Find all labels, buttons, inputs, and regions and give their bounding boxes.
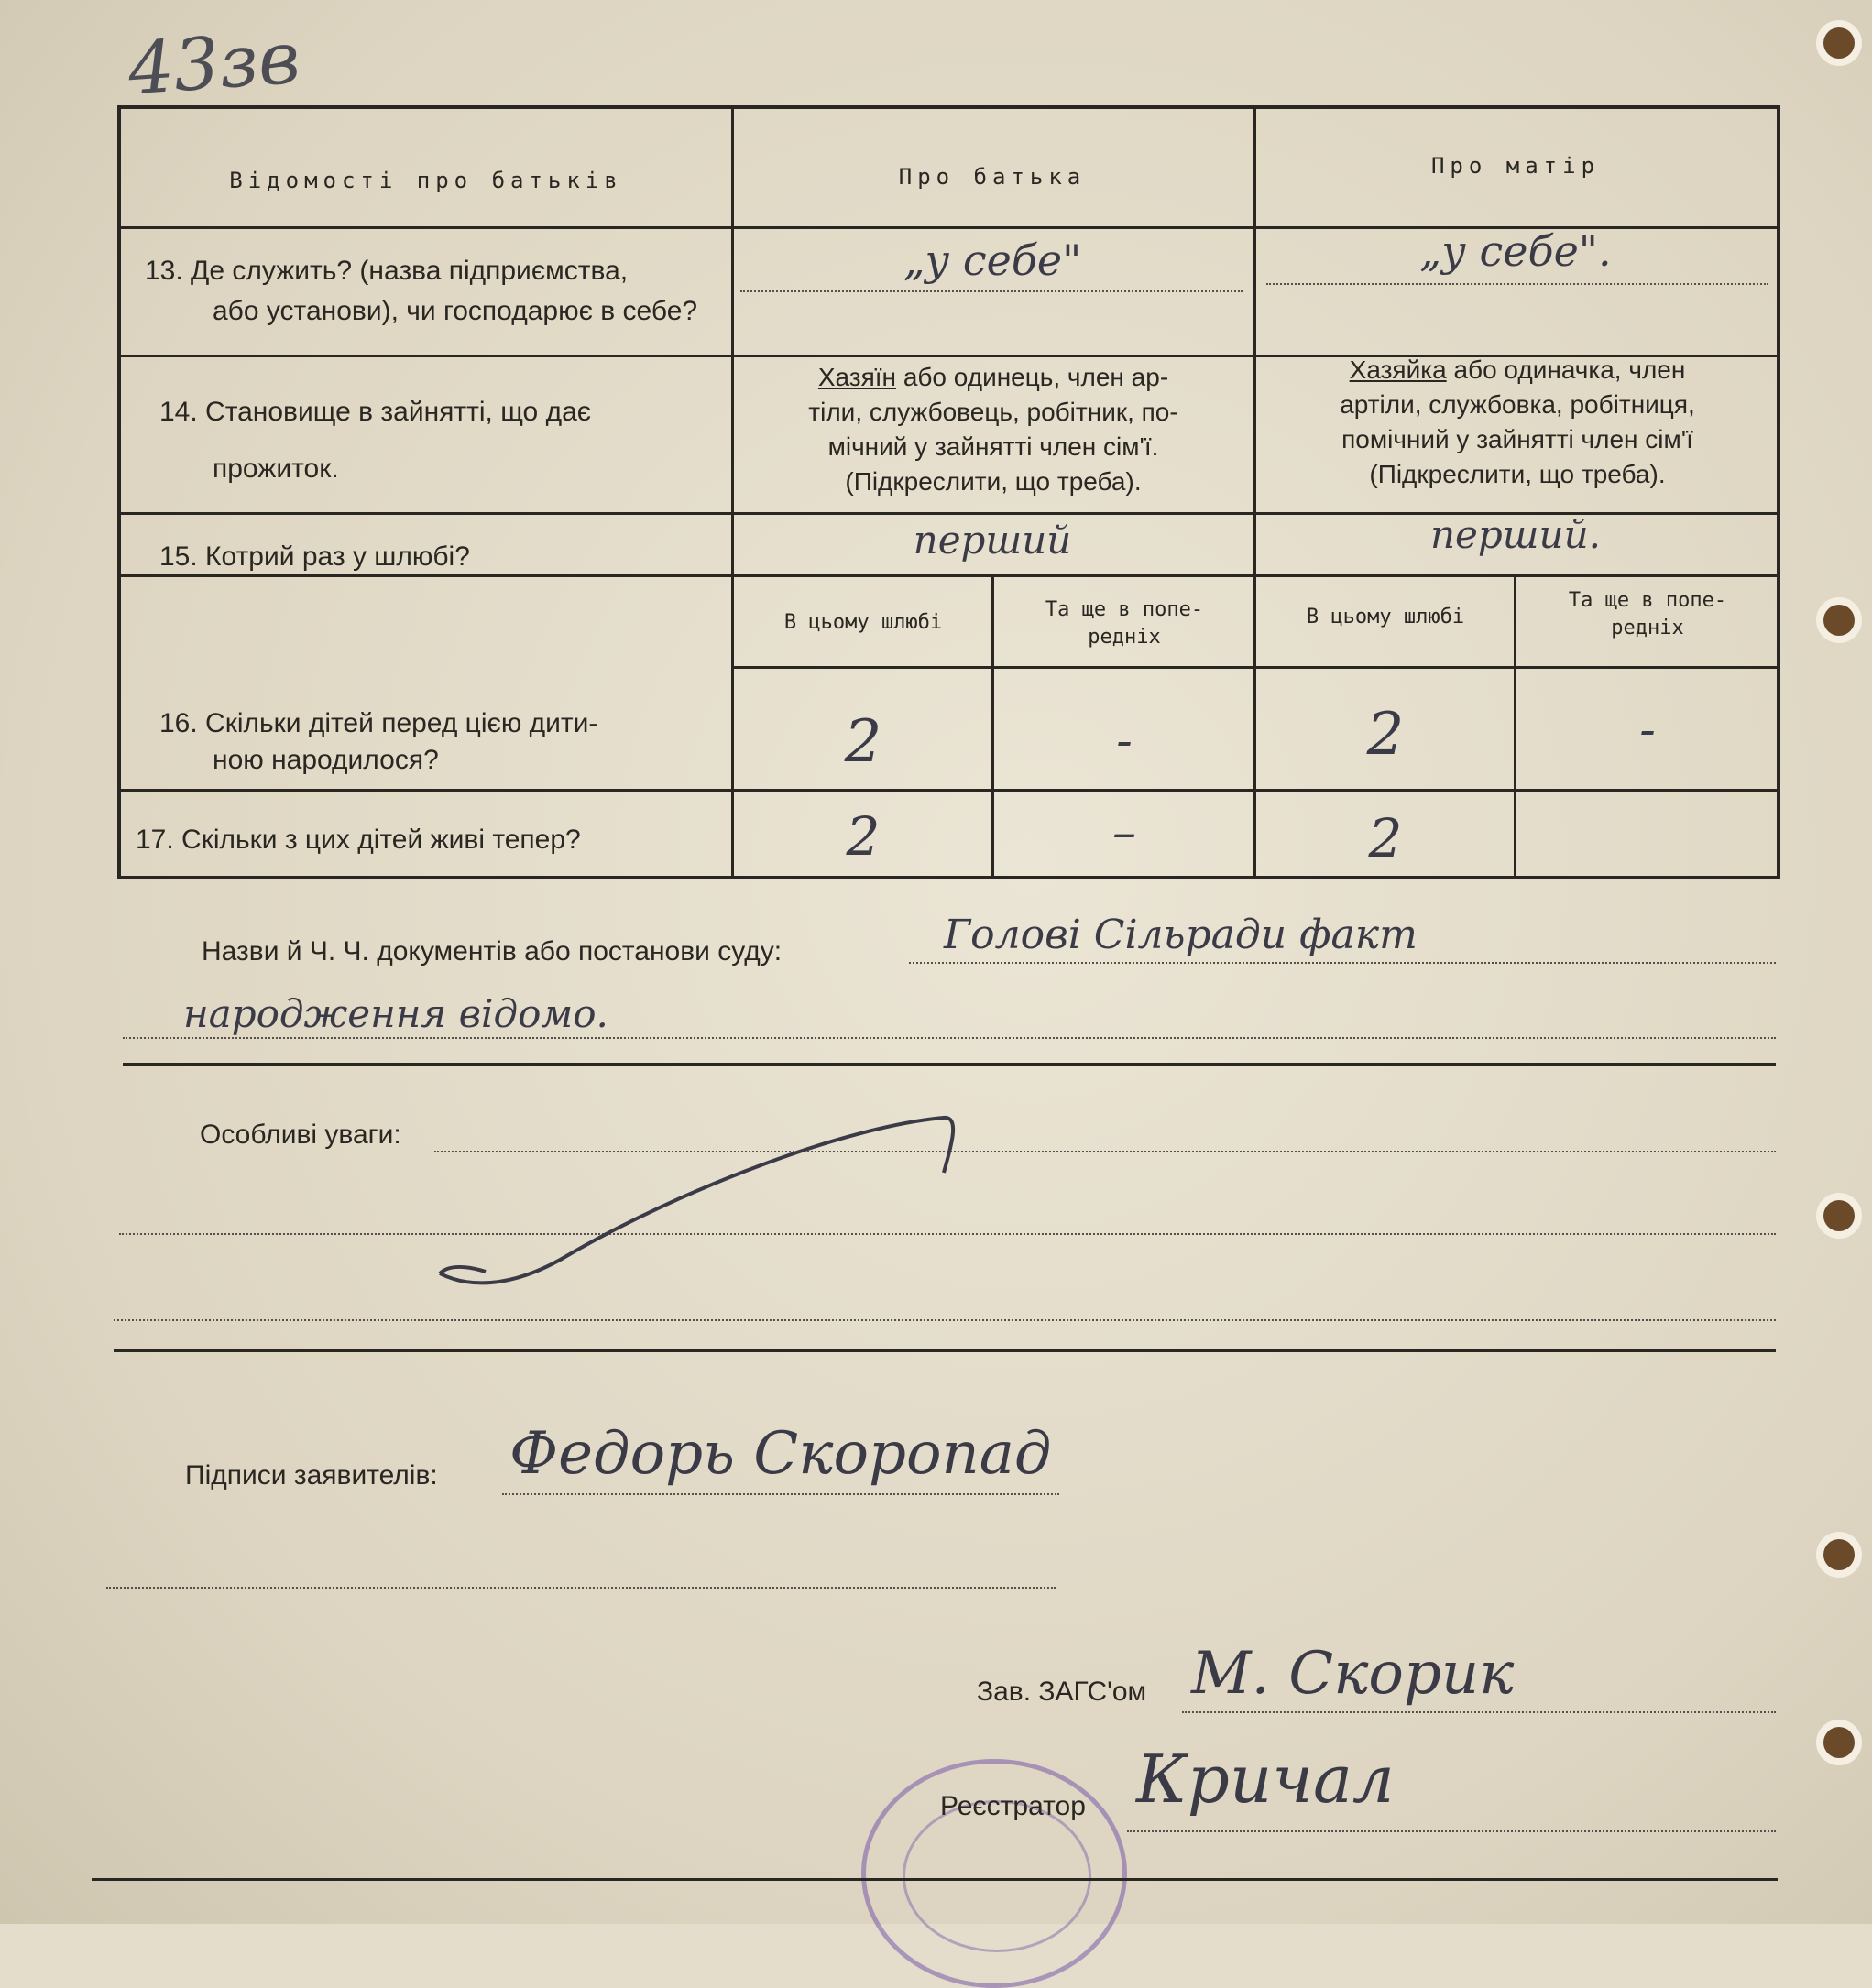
divider-subheader (731, 666, 1778, 669)
row16-label-2: ною народилося? (213, 745, 439, 775)
remarks-line-3 (114, 1319, 1776, 1321)
binding-hole (1823, 605, 1855, 636)
row14-mother-selected: Хазяйка (1349, 355, 1447, 384)
row13-mother-line (1266, 283, 1768, 285)
applicants-line-2 (106, 1587, 1056, 1589)
remarks-label: Особливі уваги: (200, 1120, 401, 1150)
row15-mother-value: перший. (1429, 512, 1602, 557)
remarks-separator (114, 1349, 1776, 1352)
header-parents-info: Відомості про батьків (229, 168, 623, 193)
row15-father-value: перший (913, 518, 1072, 563)
binding-hole (1823, 1200, 1855, 1231)
row13-father-line (740, 290, 1243, 292)
binding-hole (1823, 1539, 1855, 1570)
row16-father-prev: - (1116, 714, 1133, 769)
row14-label-1: 14. Становище в зайнятті, що дає (159, 397, 592, 427)
registrar-line (1127, 1830, 1776, 1832)
row16-mother-this: 2 (1366, 701, 1405, 769)
divider-row16 (121, 789, 1778, 792)
row16-father-sub-this: В цьому шлюбі (783, 611, 943, 634)
documents-label: Назви й Ч. Ч. документів або постанови суду: (202, 936, 783, 967)
row14-father-text-3: мічний у зайнятті член сім'ї. (827, 432, 1159, 461)
divider-mother-sub (1514, 576, 1516, 877)
divider-col2 (1253, 109, 1256, 877)
row16-mother-sub-this: В цьому шлюбі (1306, 606, 1465, 628)
documents-value-2: народження відомо. (183, 991, 608, 1036)
parents-info-table (117, 105, 1780, 879)
documents-line-1 (909, 962, 1776, 964)
row14-father-options (740, 360, 1246, 499)
registrar-label: Реєстратор (940, 1791, 1086, 1821)
row16-mother-sub-prev (1517, 587, 1778, 642)
row16-father-sub-prev (995, 596, 1253, 651)
row14-mother-text-4: (Підкреслити, що треба). (1369, 460, 1666, 488)
row14-father-text-2: тіли, службовець, робітник, по- (808, 398, 1178, 426)
row16-father-sub-prev-1: Та ще в попе- (1045, 598, 1204, 621)
row13-father-value: „у себе" (903, 235, 1082, 285)
row13-mother-value: „у себе". (1419, 226, 1612, 276)
row14-label-2: прожиток. (213, 453, 339, 484)
row14-mother-text-1: або одиначка, член (1453, 355, 1686, 384)
row14-father-text-1: або одинець, член ар- (903, 363, 1169, 391)
documents-line-2 (123, 1037, 1776, 1039)
row16-label-1: 16. Скільки дітей перед цією дити- (159, 708, 598, 738)
row17-mother-this: 2 (1368, 807, 1403, 869)
registrar-signature: Кричал (1136, 1741, 1395, 1818)
applicants-line-1 (502, 1493, 1059, 1495)
head-signature: М. Скорик (1191, 1640, 1515, 1708)
row13-label-1: 13. Де служить? (назва підприємства, (145, 256, 629, 286)
row16-mother-prev: - (1639, 703, 1656, 758)
head-label: Зав. ЗАГС'ом (977, 1677, 1147, 1707)
documents-separator (123, 1063, 1776, 1066)
bottom-rule (92, 1878, 1778, 1881)
row16-father-this: 2 (844, 708, 882, 776)
row17-father-prev: – (1112, 805, 1136, 860)
row14-mother-options (1263, 353, 1772, 492)
row16-mother-sub-prev-1: Та ще в попе- (1568, 589, 1727, 612)
head-line (1182, 1711, 1776, 1713)
header-mother: Про матір (1430, 153, 1601, 179)
remarks-strike-mark (421, 1109, 971, 1301)
documents-value-1: Голові Сільради факт (944, 912, 1418, 958)
row14-mother-text-3: помічний у зайнятті член сім'ї (1341, 425, 1693, 453)
applicants-label: Підписи заявителів: (185, 1460, 438, 1491)
header-father: Про батька (898, 164, 1087, 190)
row16-mother-sub-prev-2: редніх (1611, 617, 1684, 639)
row14-father-selected: Хазяїн (817, 363, 897, 391)
divider-father-sub (991, 576, 994, 877)
row15-label: 15. Котрий раз у шлюбі? (159, 541, 470, 572)
row14-father-text-4: (Підкреслити, що треба). (845, 467, 1142, 496)
row17-father-this: 2 (846, 805, 881, 868)
archive-number: 43зв (126, 16, 303, 112)
binding-hole (1823, 1727, 1855, 1758)
binding-hole (1823, 27, 1855, 59)
divider-col1 (731, 109, 734, 877)
row14-mother-text-2: артіли, службовка, робітниця, (1340, 390, 1695, 419)
row13-label-2: або установи), чи господарює в себе? (213, 296, 698, 326)
applicant-signature: Федорь Скоропад (509, 1420, 1052, 1488)
row16-father-sub-prev-2: редніх (1088, 626, 1161, 649)
row17-label: 17. Скільки з цих дітей живі тепер? (136, 825, 581, 855)
